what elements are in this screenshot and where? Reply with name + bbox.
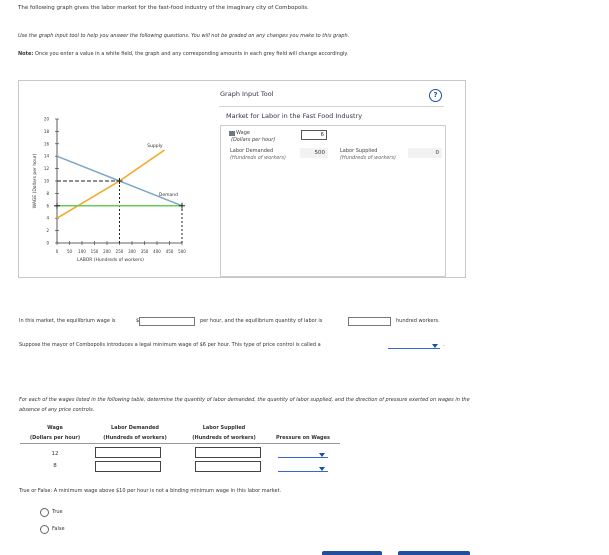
y-tick-label: 16 bbox=[43, 141, 49, 147]
table-header-rule bbox=[20, 443, 340, 444]
note-text bbox=[18, 51, 348, 57]
price-control-dropdown[interactable] bbox=[388, 348, 440, 349]
series-label-supply: Supply bbox=[147, 144, 163, 149]
graph-input-tool-title: Graph Input Tool bbox=[220, 90, 274, 98]
labor-supplied-value: 0 bbox=[408, 148, 442, 158]
y-tick-label: 18 bbox=[43, 128, 49, 134]
header-demanded-units: (Hundreds of workers) bbox=[103, 435, 167, 441]
y-tick-label: 10 bbox=[43, 178, 49, 184]
table-row-wage: 12 bbox=[51, 451, 59, 457]
q1-prefix: In this market, the equilibrium wage is bbox=[19, 318, 116, 324]
x-tick-label: 400 bbox=[153, 249, 161, 254]
x-axis-label: LABOR (Hundreds of workers) bbox=[77, 258, 144, 263]
table-row-wage: 8 bbox=[53, 463, 57, 469]
y-tick-label: 6 bbox=[46, 203, 49, 209]
row2-labor-supplied-input[interactable] bbox=[195, 461, 261, 472]
series-line-supply bbox=[57, 150, 165, 218]
x-tick-label: 200 bbox=[103, 249, 111, 254]
y-tick-label: 8 bbox=[46, 190, 49, 196]
row2-labor-demanded-input[interactable] bbox=[95, 461, 161, 472]
row1-pressure-dropdown[interactable] bbox=[278, 457, 328, 458]
q1-suffix: hundred workers. bbox=[396, 318, 440, 324]
x-tick-label: 150 bbox=[90, 249, 99, 254]
q1-dollar: $ bbox=[136, 318, 140, 324]
radio-true[interactable] bbox=[40, 508, 49, 517]
grade-button[interactable] bbox=[322, 551, 382, 555]
tool-divider bbox=[219, 106, 444, 107]
intro-text: The following graph gives the labor market for the fast-food industry of the imaginary city of Combopolis. bbox=[18, 5, 309, 11]
series-label-demand: Demand bbox=[158, 192, 178, 198]
labor-supplied-units: (Hundreds of workers) bbox=[340, 155, 396, 161]
radio-false[interactable] bbox=[40, 525, 49, 534]
q2-period: . bbox=[443, 342, 445, 348]
header-wage: Wage bbox=[47, 425, 63, 431]
row1-labor-demanded-input[interactable] bbox=[95, 447, 161, 458]
y-tick-label: 0 bbox=[46, 240, 49, 246]
header-demanded: Labor Demanded bbox=[110, 425, 159, 431]
x-tick-label: 500 bbox=[178, 249, 186, 254]
y-tick-label: 20 bbox=[43, 116, 49, 122]
wage-units: (Dollars per hour) bbox=[231, 137, 276, 143]
q2-text: Suppose the mayor of Combopolis introduces a legal minimum wage of $6 per hour. This type of price control is called a bbox=[19, 342, 321, 348]
wage-input[interactable]: 6 bbox=[301, 130, 327, 140]
header-pressure: Pressure on Wages bbox=[275, 435, 331, 441]
x-tick-label: 350 bbox=[140, 249, 149, 254]
chevron-down-icon[interactable] bbox=[319, 467, 325, 471]
q1-middle: per hour, and the equilibrium quantity of labor is bbox=[200, 318, 323, 324]
continue-button[interactable] bbox=[398, 551, 470, 555]
chevron-down-icon[interactable] bbox=[319, 453, 325, 457]
y-tick-label: 12 bbox=[43, 166, 49, 172]
y-tick-label: 4 bbox=[46, 215, 49, 221]
labor-supplied-label: Labor Supplied bbox=[340, 148, 378, 154]
chevron-down-icon[interactable] bbox=[432, 344, 438, 348]
x-tick-label: 250 bbox=[115, 249, 124, 254]
labor-market-chart bbox=[18, 80, 218, 276]
q4-text: True or False: A minimum wage above $10 per hour is not a binding minimum wage in this labor market. bbox=[19, 488, 282, 494]
x-tick-label: 0 bbox=[55, 249, 59, 254]
wage-label: Wage bbox=[236, 130, 250, 136]
instructions-text: Use the graph input tool to help you answer the following questions. You will not be graded on any changes you make to this graph. bbox=[18, 33, 350, 39]
radio-true-label: True bbox=[52, 509, 63, 515]
equilibrium-wage-input[interactable] bbox=[139, 317, 195, 326]
y-axis-label: WAGE (Dollars per hour) bbox=[33, 153, 38, 209]
y-tick-label: 14 bbox=[43, 153, 49, 159]
header-supplied-units: (Hundreds of workers) bbox=[192, 435, 256, 441]
row1-labor-supplied-input[interactable] bbox=[195, 447, 261, 458]
x-tick-label: 300 bbox=[128, 249, 136, 254]
labor-demanded-units: (Hundreds of workers) bbox=[230, 155, 286, 161]
market-title: Market for Labor in the Fast Food Industry bbox=[226, 112, 363, 120]
q3-intro: For each of the wages listed in the following table, determine the quantity of labor demanded, the quantity of labor supplied, and the direction of pressure exerted on wages in the absence of any price controls. bbox=[19, 397, 470, 413]
help-icon[interactable]: ? bbox=[429, 89, 442, 102]
row2-pressure-dropdown[interactable] bbox=[278, 471, 328, 472]
note-label: Note: bbox=[18, 51, 34, 57]
equilibrium-quantity-input[interactable] bbox=[348, 317, 391, 326]
header-supplied: Labor Supplied bbox=[202, 425, 246, 431]
y-tick-label: 2 bbox=[46, 228, 49, 234]
wage-color-swatch bbox=[229, 131, 235, 136]
radio-false-label: False bbox=[52, 526, 65, 532]
x-tick-label: 450 bbox=[165, 249, 174, 254]
header-wage-units: (Dollars per hour) bbox=[29, 435, 81, 441]
labor-demanded-label: Labor Demanded bbox=[230, 148, 274, 154]
labor-demanded-value: 500 bbox=[300, 148, 328, 158]
note-body: Once you enter a value in a white field, the graph and any corresponding amounts in each grey field will change accordingly. bbox=[35, 51, 349, 57]
x-tick-label: 50 bbox=[66, 249, 73, 254]
x-tick-label: 100 bbox=[78, 249, 86, 254]
